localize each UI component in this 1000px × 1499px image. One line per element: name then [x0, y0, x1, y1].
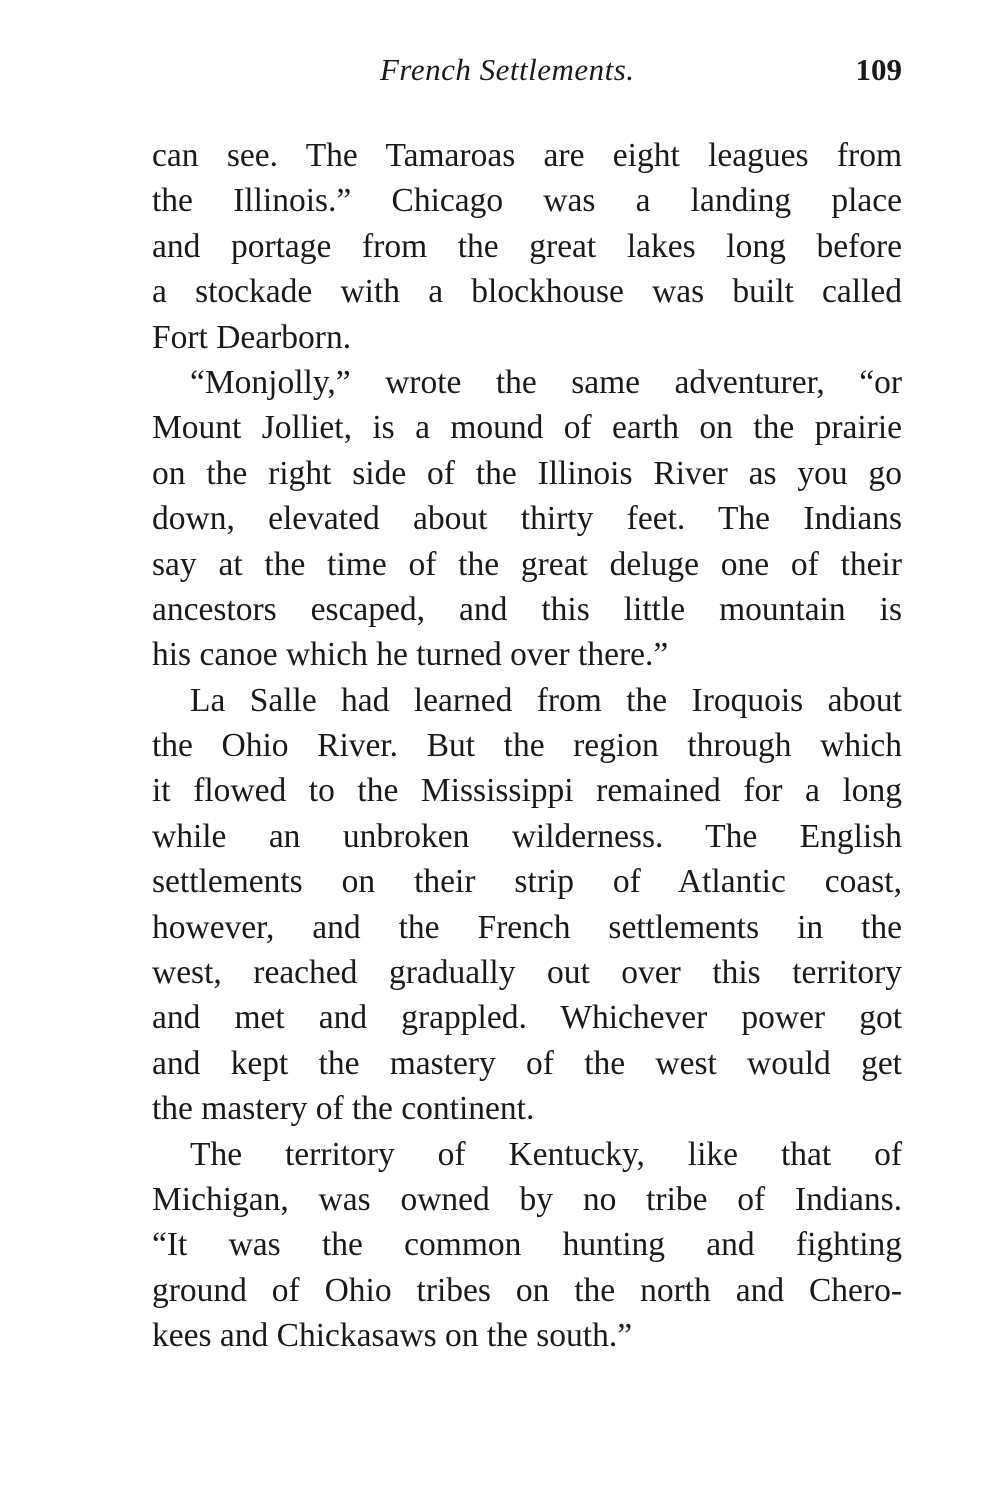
- body-text: [152, 133, 902, 1359]
- text-line: the Ohio River. But the region through which: [152, 727, 902, 765]
- text-line: settlements on their strip of Atlantic coast,: [152, 863, 902, 901]
- text-line: say at the time of the great deluge one of their: [152, 545, 902, 583]
- text-line: and portage from the great lakes long before: [152, 227, 902, 265]
- page-number: 109: [855, 52, 902, 87]
- text-line: the mastery of the continent.: [152, 1090, 535, 1128]
- text-line: down, elevated about thirty feet. The Indians: [152, 500, 902, 538]
- text-line: can see. The Tamaroas are eight leagues from: [152, 137, 902, 174]
- text-line: “Monjolly,” wrote the same adventurer, “or: [190, 363, 902, 401]
- text-line: Fort Dearborn.: [152, 318, 352, 356]
- text-line: and met and grappled. Whichever power got: [152, 999, 902, 1037]
- text-line: the Illinois.” Chicago was a landing place: [152, 182, 902, 220]
- text-line: Michigan, was owned by no tribe of Indians.: [152, 1180, 902, 1218]
- text-line: a stockade with a blockhouse was built called: [152, 273, 902, 311]
- text-line: his canoe which he turned over there.”: [152, 636, 669, 674]
- text-line: and kept the mastery of the west would get: [152, 1044, 902, 1082]
- text-line: ancestors escaped, and this little mountain is: [152, 590, 902, 628]
- text-line: La Salle had learned from the Iroquois about: [190, 681, 902, 719]
- running-title: French Settlements.: [380, 52, 635, 87]
- text-line: on the right side of the Illinois River as you go: [152, 454, 902, 492]
- text-line: however, and the French settlements in the: [152, 908, 902, 946]
- text-line: kees and Chickasaws on the south.”: [152, 1317, 633, 1355]
- text-line: Mount Jolliet, is a mound of earth on the prairie: [152, 409, 902, 447]
- text-line: The territory of Kentucky, like that of: [190, 1135, 902, 1173]
- text-line: while an unbroken wilderness. The English: [152, 817, 902, 855]
- text-line: it flowed to the Mississippi remained for a long: [152, 772, 902, 810]
- text-line: west, reached gradually out over this territory: [152, 954, 902, 992]
- text-line: ground of Ohio tribes on the north and Chero-: [152, 1271, 902, 1309]
- text-line: “It was the common hunting and fighting: [152, 1226, 902, 1264]
- running-head: [150, 52, 902, 100]
